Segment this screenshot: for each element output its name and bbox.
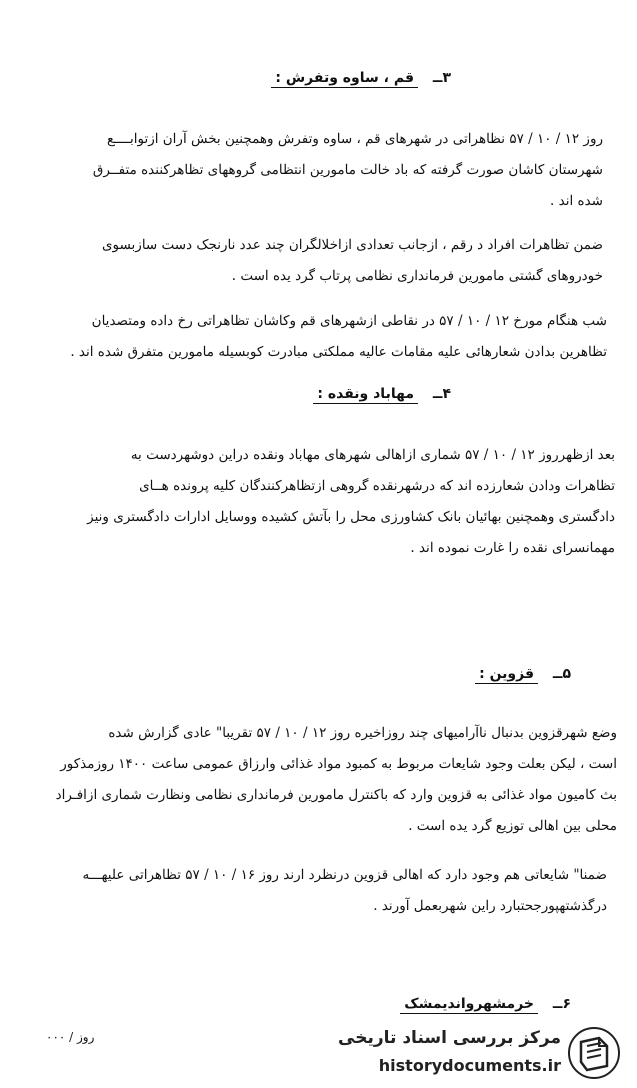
text-line: شده اند . xyxy=(550,193,603,209)
text-line: مهمانسرای نقده را غارت نموده اند . xyxy=(410,540,615,556)
section-title: قم ، ساوه وتفرش : xyxy=(271,70,418,88)
section-title: قزوین : xyxy=(475,666,538,684)
text-line: وضع شهرقزوین بدنبال ناآرامیهای چند روزاخیره روز ۱۲ / ۱۰ / ۵۷ تقریبا" عادی گزارش شده xyxy=(108,725,617,741)
text-line: بث کامیون مواد غذائی به قزوین وارد که باکنترل مامورین فرمانداری نظامی ونظارت شماری ازافـراد xyxy=(55,787,617,803)
text-line: شهرستان کاشان صورت گرفته که باد خالت مامورین انتظامی گروههای تظاهرکننده متفــرق xyxy=(92,162,603,178)
paragraph xyxy=(33,124,603,217)
section-number: ۶ــ xyxy=(552,996,571,1012)
archive-logo-icon xyxy=(567,1026,621,1080)
watermark xyxy=(337,1022,627,1082)
section-title: خرمشهرواندیمشک xyxy=(400,996,538,1014)
text-line: درگذشتهپورجحتبارد راین شهربعمل آورند . xyxy=(373,898,607,914)
paragraph xyxy=(47,860,607,922)
text-line: محلی بین اهالی توزیع گرد یده است . xyxy=(408,818,617,834)
section-number: ۴ــ xyxy=(432,386,451,402)
paragraph xyxy=(25,440,615,564)
section-heading-mahabad xyxy=(313,386,451,404)
text-line: روز ۱۲ / ۱۰ / ۵۷ نظاهراتی در شهرهای قم ، ساوه وتفرش وهمچنین بخش آران ازتوابــــع xyxy=(106,131,603,147)
text-line: ضمن تظاهرات افراد د رقم ، ازجانب تعدادی ازاخلالگران چند عدد نارنجک دست سازبسوی xyxy=(101,237,603,253)
text-line: شب هنگام مورخ ۱۲ / ۱۰ / ۵۷ در نقاطی ازشهرهای قم وکاشان تظاهراتی رخ داده ومتصدیان xyxy=(91,313,607,329)
section-heading-qazvin xyxy=(475,666,571,684)
text-line: ضمنا" شایعاتی هم وجود دارد که اهالی قزوین درنظرد ارند روز ۱۶ / ۱۰ / ۵۷ تظاهراتی علیهـــه xyxy=(82,867,607,883)
watermark-url: historydocuments.ir xyxy=(378,1056,561,1075)
section-title: مهاباد ونقده : xyxy=(313,386,418,404)
text-line: خودروهای گشتی مامورین فرمانداری نظامی پرتاب گرد یده است . xyxy=(231,268,603,284)
text-line: بعد ازظهرروز ۱۲ / ۱۰ / ۵۷ شماری ازاهالی شهرهای مهاباد ونقده دراین دوشهردست به xyxy=(130,447,615,463)
text-line: دادگستری وهمچنین بهائیان بانک کشاورزی محل را بآتش کشیده ووسایل ادارات دادگستری ونیز xyxy=(87,509,615,525)
paragraph xyxy=(33,230,603,292)
text-line: است ، لیکن بعلت وجود شایعات مربوط به کمبود مواد غذائی وارزاق عمومی ساعت ۱۴۰۰ روزمذکور xyxy=(60,756,617,772)
section-heading-qom xyxy=(271,70,451,88)
section-heading-khorramshahr xyxy=(400,996,571,1014)
page-number: روز / ۰۰۰ xyxy=(46,1030,95,1044)
section-number: ۳ــ xyxy=(432,70,451,86)
paragraph xyxy=(23,718,617,842)
section-number: ۵ــ xyxy=(552,666,571,682)
watermark-org-name: مرکز بررسی اسناد تاریخی xyxy=(338,1028,561,1048)
text-line: تظاهرات ودادن شعارزده اند که درشهرنقده گروهی ازتظاهرکنندگان کلیه پرونده هــای xyxy=(139,478,615,494)
paragraph xyxy=(31,306,607,368)
text-line: تظاهرین بدادن شعارهائی علیه مقامات عالیه مملکتی مبادرت کوبسیله مامورین متفرق شده اند . xyxy=(70,344,607,360)
